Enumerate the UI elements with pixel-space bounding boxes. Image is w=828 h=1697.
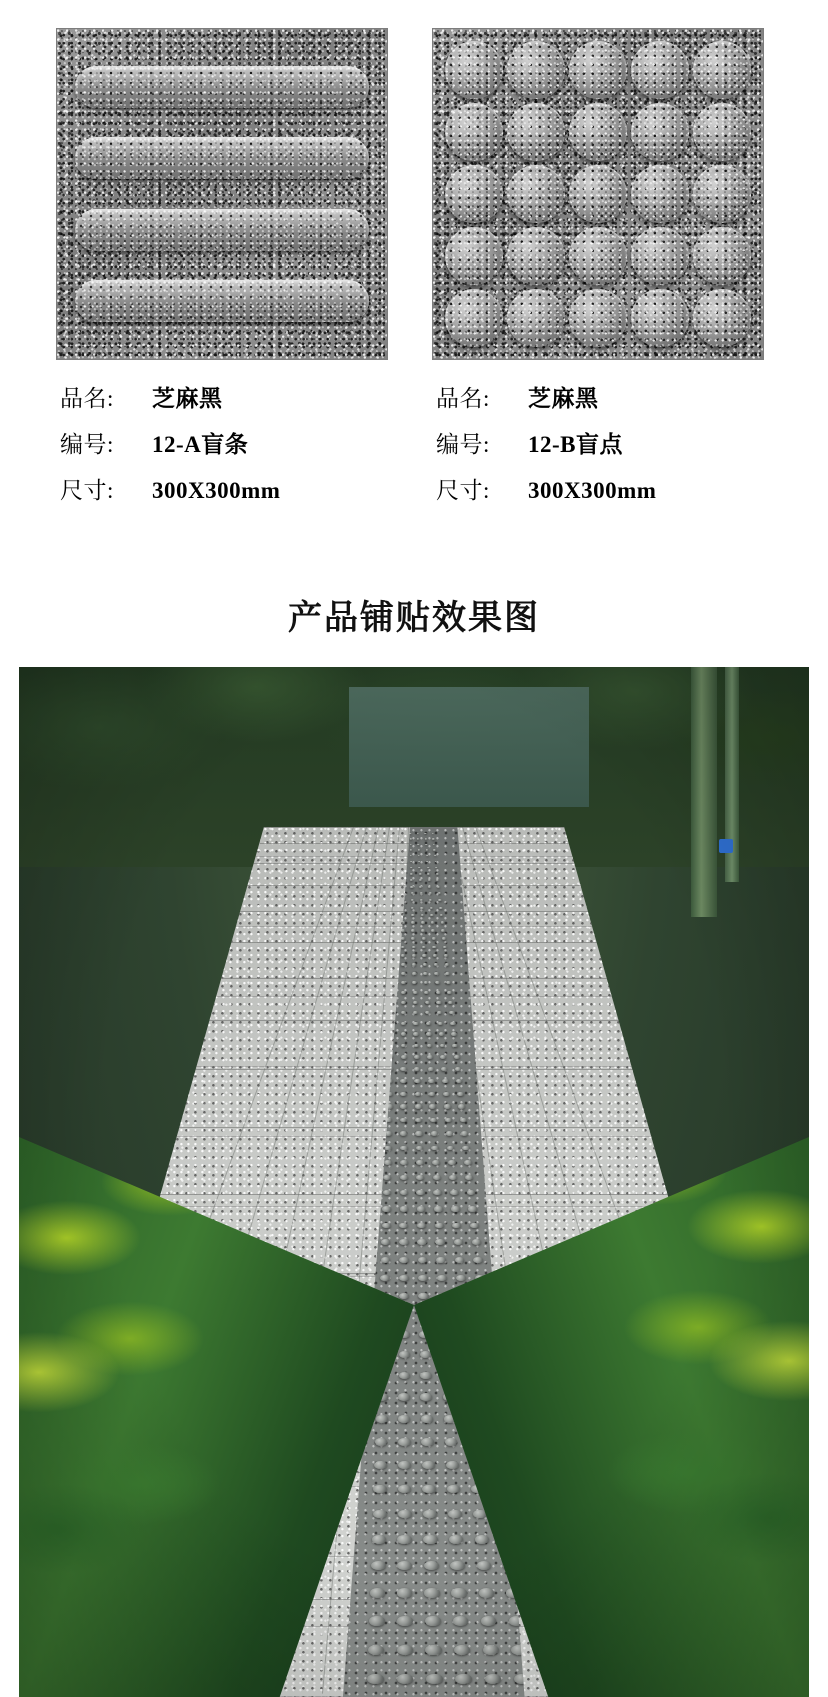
tactile-dots-group [433,29,763,359]
tactile-dot [693,103,751,161]
spec-list-tile-b [432,380,772,505]
installation-scene-photo [19,667,809,1697]
spec-label: 尺寸: [60,478,114,503]
spec-label: 尺寸: [436,478,490,503]
tile-swatch-blind-dot [432,28,764,360]
spec-row [60,380,396,413]
tactile-dot [445,165,503,223]
tactile-dot [507,289,565,347]
tile-swatch-blind-strip [56,28,388,360]
section-title: 产品铺贴效果图 [288,600,540,637]
spec-row [436,380,772,413]
tactile-dot [507,227,565,285]
tactile-dot [631,103,689,161]
tactile-dot [445,289,503,347]
spec-row [60,472,396,505]
spec-value: 300X300mm [528,478,657,503]
tactile-dot [445,41,503,99]
tactile-dot [507,41,565,99]
tactile-bar [75,280,369,322]
spec-label: 编号: [436,432,490,457]
product-card-tile-b [432,28,772,518]
tactile-dot [569,103,627,161]
spec-row [436,426,772,459]
background-building [349,687,589,807]
tactile-bars-group [57,29,387,359]
spec-label: 品名: [436,386,490,411]
tactile-dot [445,227,503,285]
tactile-dot [569,227,627,285]
spec-value: 芝麻黑 [152,386,223,411]
tactile-dot [693,227,751,285]
tactile-dot [631,165,689,223]
tactile-dot [693,289,751,347]
spec-value: 12-A盲条 [152,432,249,457]
tactile-dot [631,227,689,285]
product-card-list [0,0,828,518]
tactile-dot [507,165,565,223]
spec-value: 芝麻黑 [528,386,599,411]
tactile-bar [75,137,369,179]
spec-row [436,472,772,505]
tactile-dot [631,289,689,347]
tactile-dot [569,289,627,347]
pergola-post [691,667,717,917]
spec-label: 编号: [60,432,114,457]
tactile-dot [569,41,627,99]
spec-value: 300X300mm [152,478,281,503]
tactile-dot [631,41,689,99]
product-card-tile-a [56,28,396,518]
tactile-dot [693,41,751,99]
spec-label: 品名: [60,386,114,411]
tactile-dot [693,165,751,223]
tactile-bar [75,209,369,251]
tactile-dot [507,103,565,161]
tactile-dot [445,103,503,161]
blue-sign-icon [719,839,733,853]
tactile-dot [569,165,627,223]
spec-row [60,426,396,459]
spec-list-tile-a [56,380,396,505]
tactile-bar [75,66,369,108]
spec-value: 12-B盲点 [528,432,623,457]
